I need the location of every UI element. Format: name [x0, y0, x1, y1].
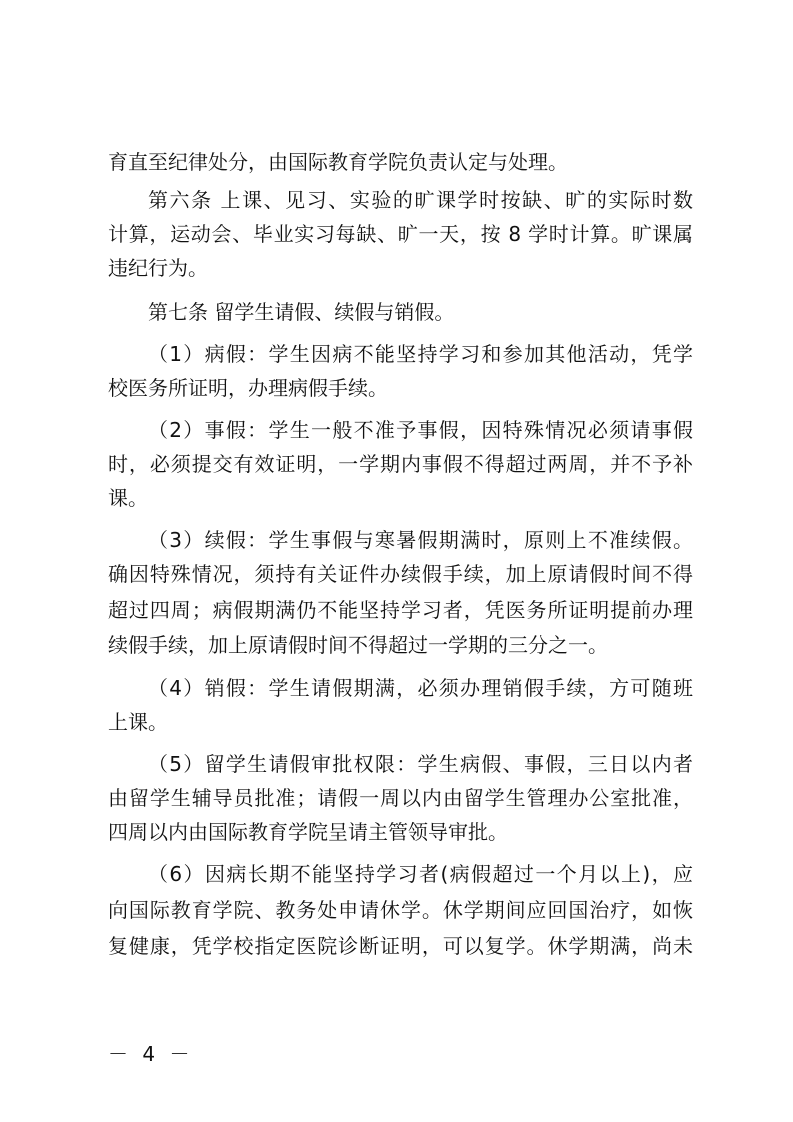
text-line: 第六条 上课、见习、实验的旷课学时按缺、旷的实际时数 [148, 188, 693, 212]
text-line: （5）留学生请假审批权限：学生病假、事假，三日以内者 [148, 752, 693, 776]
text-line: 违纪行为。 [108, 256, 208, 280]
text-line: （2）事假：学生一般不准予事假，因特殊情况必须请事假 [148, 418, 693, 442]
text-line: 四周以内由国际教育学院呈请主管领导审批。 [108, 820, 508, 844]
text-line: 复健康，凭学校指定医院诊断证明，可以复学。休学期满，尚未 [108, 934, 693, 958]
text-line: （3）续假：学生事假与寒暑假期满时，原则上不准续假。 [148, 528, 693, 552]
text-line: 育直至纪律处分，由国际教育学院负责认定与处理。 [108, 150, 568, 174]
text-line: 向国际教育学院、教务处申请休学。休学期间应回国治疗，如恢 [108, 898, 693, 922]
page-number: － 4 － [108, 1042, 194, 1066]
text-line: （1）病假：学生因病不能坚持学习和参加其他活动，凭学 [148, 342, 693, 366]
text-line: 续假手续，加上原请假时间不得超过一学期的三分之一。 [108, 633, 608, 657]
text-line: 计算，运动会、毕业实习每缺、旷一天，按 8 学时计算。旷课属 [108, 222, 693, 246]
text-line: 上课。 [108, 710, 168, 734]
text-line: 确因特殊情况，须持有关证件办续假手续，加上原请假时间不得 [108, 562, 693, 586]
text-line: （6）因病长期不能坚持学习者(病假超过一个月以上)，应 [148, 862, 693, 886]
text-line: 超过四周；病假期满仍不能坚持学习者，凭医务所证明提前办理 [108, 598, 693, 622]
text-line: （4）销假：学生请假期满，必须办理销假手续，方可随班 [148, 676, 693, 700]
text-line: 校医务所证明，办理病假手续。 [108, 376, 388, 400]
text-line: 课。 [108, 486, 148, 510]
text-line: 第七条 留学生请假、续假与销假。 [148, 300, 455, 324]
text-line: 时，必须提交有效证明，一学期内事假不得超过两周，并不予补 [108, 452, 693, 476]
text-line: 由留学生辅导员批准；请假一周以内由留学生管理办公室批准， [108, 786, 693, 810]
